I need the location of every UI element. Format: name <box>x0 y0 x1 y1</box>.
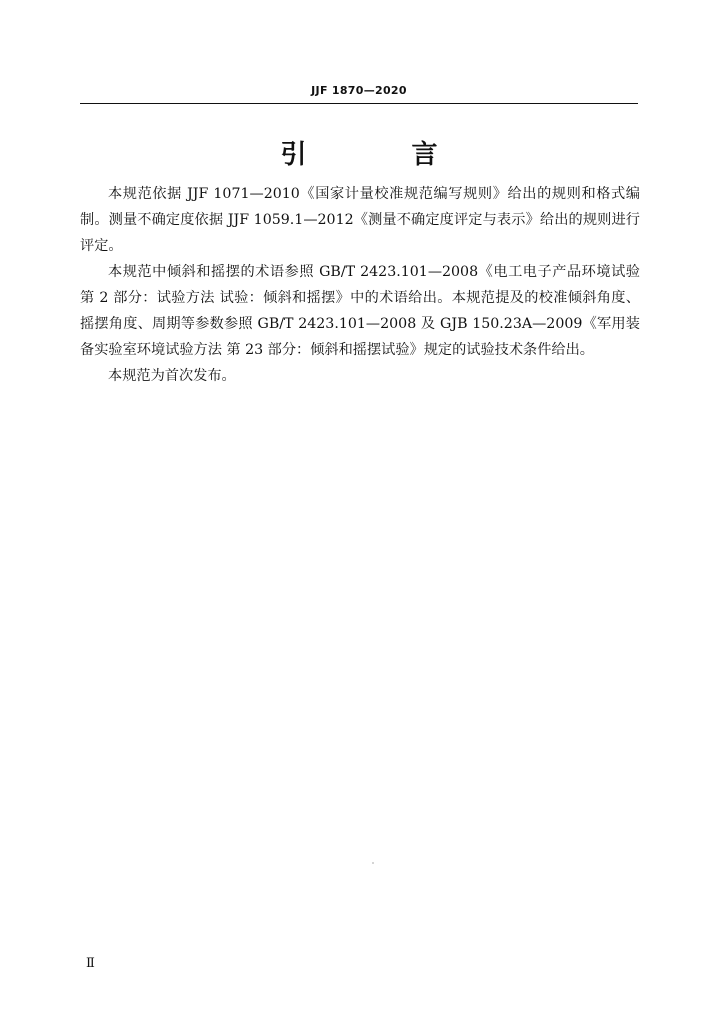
paragraph: 本规范依据 JJF 1071—2010《国家计量校准规范编写规则》给出的规则和格式编制。测量不确定度依据 JJF 1059.1—2012《测量不确定度评定与表示》给出的规则进行评定。 <box>80 186 640 254</box>
paragraph: 本规范为首次发布。 <box>108 368 236 384</box>
scan-speck <box>372 862 374 864</box>
header-rule <box>80 103 638 104</box>
section-title: 引 言 <box>280 140 486 170</box>
paragraph: 本规范中倾斜和摇摆的术语参照 GB/T 2423.101—2008《电工电子产品环境试验 第 2 部分：试验方法 试验：倾斜和摇摆》中的术语给出。本规范提及的校准倾斜角度、摇摆角度、周期等参数参照 GB/T 2423.101—2008 及 GJB 150.23A—2009《军用装备实验室环境试验方法 第 23 部分：倾斜和摇摆试验》规定的试验技术条件给出。 <box>80 264 640 358</box>
body-text <box>80 181 640 389</box>
running-header: JJF 1870—2020 <box>311 84 407 97</box>
page-number: Ⅱ <box>86 956 95 971</box>
